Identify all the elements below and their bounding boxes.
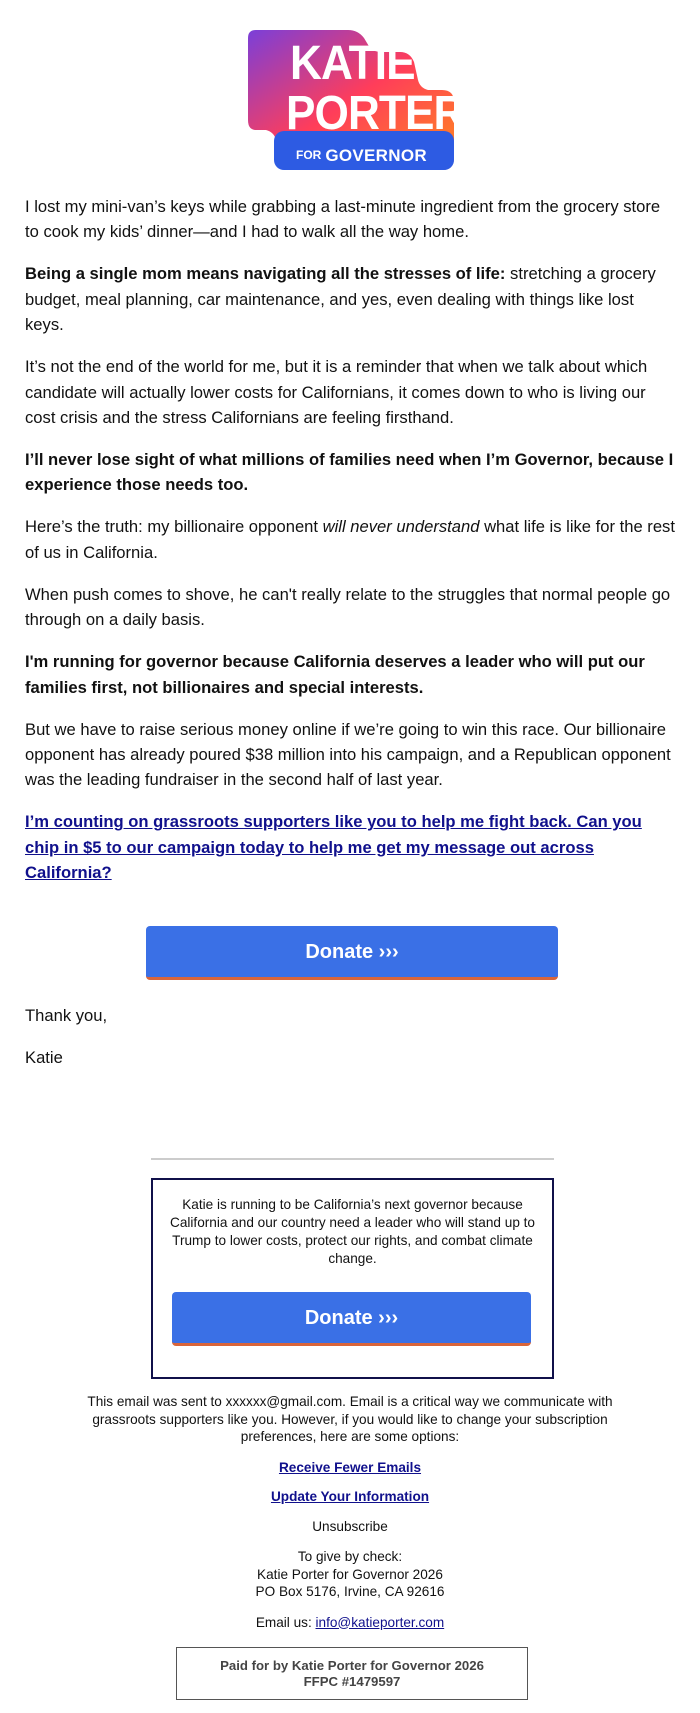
- paragraph-5-start: Here’s the truth: my billionaire opponent: [25, 517, 323, 537]
- unsubscribe-link[interactable]: Unsubscribe: [312, 1518, 388, 1534]
- paid-for-text: Paid for by Katie Porter for Governor 2026: [220, 1658, 484, 1673]
- check-label: To give by check:: [297, 1549, 403, 1564]
- paragraph-5-italic: will never understand: [322, 517, 480, 537]
- paragraph-2-rest: stretching a grocery budget, meal planning, car maintenance, and yes, even dealing with things like lost keys.: [25, 264, 656, 335]
- paragraph-2: [25, 261, 675, 337]
- paragraph-8: But we have to raise serious money online if we’re going to win this race. Our billionaire opponent has already poured $38 million into his campaign, and a Republican opponent was the leading fundraiser in the second half of last year.: [25, 719, 671, 790]
- divider: [151, 1158, 554, 1160]
- box-donate-button[interactable]: Donate ›››: [172, 1292, 531, 1346]
- campaign-logo: [248, 30, 465, 172]
- paragraph-3: It’s not the end of the world for me, but it is a reminder that when we talk about which candidate will actually lower costs for Californians, it comes down to who is living our cost crisis and the stress Californians are feeling firsthand.: [25, 357, 648, 428]
- paragraph-5-end: what life is like for the rest of us in California.: [25, 517, 675, 562]
- paragraph-2-bold: Being a single mom means navigating all the stresses of life:: [25, 264, 506, 284]
- signoff-thanks: Thank you,: [25, 1006, 108, 1025]
- check-payee: Katie Porter for Governor 2026: [257, 1566, 443, 1582]
- donate-button[interactable]: Donate ›››: [146, 926, 558, 980]
- donate-cta-link[interactable]: I’m counting on grassroots supporters like you to help me fight back. Can you chip in $5 to our campaign today to help me get my message out across California?: [25, 812, 642, 883]
- email-message: [25, 194, 675, 902]
- sent-to-notice: This email was sent to xxxxxx@gmail.com. Email is a critical way we communicate with grassroots supporters like you. However, if you would like to change your subscription preferences, here are some options:: [87, 1394, 613, 1444]
- logo-line-for-governor: [296, 147, 427, 165]
- contact-email-link[interactable]: info@katieporter.com: [315, 1614, 445, 1630]
- logo-governor: GOVERNOR: [325, 146, 427, 165]
- check-address: PO Box 5176, Irvine, CA 92616: [255, 1584, 445, 1599]
- paragraph-5: [25, 514, 675, 565]
- paragraph-4: [25, 447, 675, 498]
- update-information-link[interactable]: Update Your Information: [270, 1489, 430, 1504]
- receive-fewer-emails-link[interactable]: Receive Fewer Emails: [278, 1459, 422, 1475]
- ffpc-number: FFPC #1479597: [303, 1674, 401, 1689]
- paragraph-7-bold: I'm running for governor because California deserves a leader who will put our families first, not billionaires and special interests.: [25, 652, 645, 697]
- paragraph-4-bold: I’ll never lose sight of what millions of families need when I’m Governor, because I experience those needs too.: [25, 450, 674, 495]
- logo-line-katie: KATIE: [290, 37, 415, 90]
- paragraph-1: I lost my mini-van’s keys while grabbing a last-minute ingredient from the grocery store to cook my kids’ dinner—and I had to walk all the way home.: [25, 197, 661, 242]
- logo-line-porter: PORTER: [286, 87, 465, 140]
- paragraph-7: [25, 649, 675, 700]
- contact-line: [60, 1614, 640, 1632]
- signoff-name: Katie: [25, 1048, 63, 1067]
- email-footer: [60, 1393, 640, 1631]
- email-label: Email us:: [255, 1614, 316, 1630]
- mission-box: [151, 1178, 554, 1379]
- mission-text: Katie is running to be California’s next governor because California and our country need a leader who will stand up to Trump to lower costs, protect our rights, and combat climate change.: [170, 1197, 535, 1266]
- cta-paragraph: [25, 809, 675, 885]
- paragraph-6: When push comes to shove, he can't really relate to the struggles that normal people go through on a daily basis.: [25, 584, 671, 630]
- logo-for: FOR: [296, 148, 322, 162]
- paid-for-disclaimer: [176, 1647, 528, 1700]
